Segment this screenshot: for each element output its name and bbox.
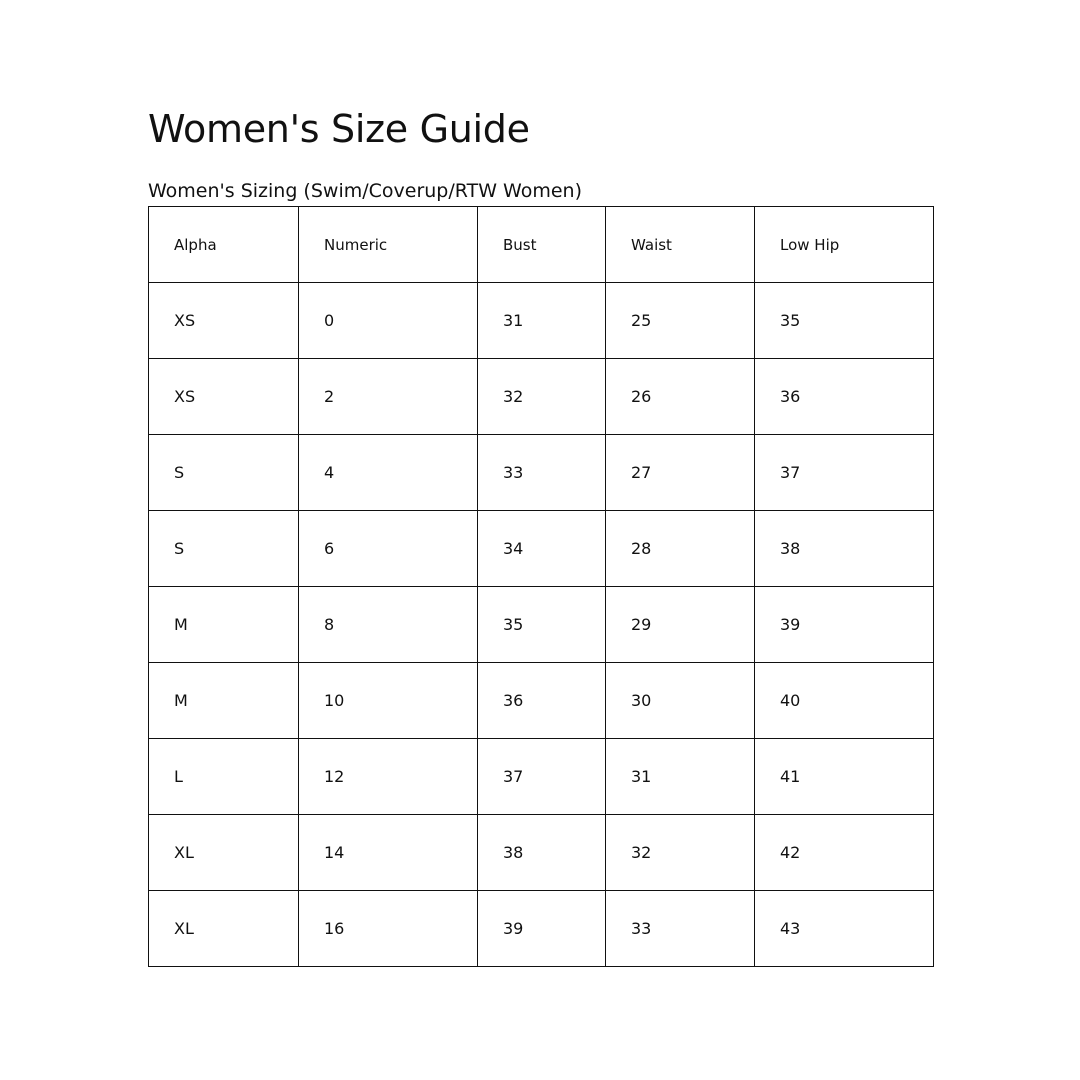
size-table [148,206,934,967]
cell-numeric: 8 [299,587,478,663]
table-row [149,739,934,815]
column-header-numeric: Numeric [299,207,478,283]
cell-low-hip: 37 [755,435,934,511]
cell-bust: 39 [478,891,606,967]
cell-alpha: XS [149,359,299,435]
cell-waist: 25 [606,283,755,359]
cell-numeric: 10 [299,663,478,739]
cell-waist: 28 [606,511,755,587]
table-header-row [149,207,934,283]
page-title: Women's Size Guide [148,107,530,151]
cell-bust: 36 [478,663,606,739]
cell-alpha: M [149,587,299,663]
cell-alpha: XL [149,815,299,891]
cell-bust: 33 [478,435,606,511]
cell-low-hip: 41 [755,739,934,815]
cell-alpha: XL [149,891,299,967]
cell-waist: 33 [606,891,755,967]
cell-waist: 31 [606,739,755,815]
column-header-waist: Waist [606,207,755,283]
table-row [149,511,934,587]
cell-low-hip: 40 [755,663,934,739]
cell-low-hip: 39 [755,587,934,663]
cell-low-hip: 36 [755,359,934,435]
cell-numeric: 2 [299,359,478,435]
cell-bust: 38 [478,815,606,891]
cell-alpha: S [149,511,299,587]
cell-bust: 37 [478,739,606,815]
cell-bust: 35 [478,587,606,663]
cell-numeric: 16 [299,891,478,967]
table-row [149,587,934,663]
column-header-low-hip: Low Hip [755,207,934,283]
cell-bust: 31 [478,283,606,359]
table-row [149,359,934,435]
cell-waist: 29 [606,587,755,663]
table-row [149,815,934,891]
cell-low-hip: 38 [755,511,934,587]
cell-numeric: 4 [299,435,478,511]
column-header-bust: Bust [478,207,606,283]
cell-numeric: 14 [299,815,478,891]
cell-alpha: S [149,435,299,511]
cell-waist: 26 [606,359,755,435]
table-caption: Women's Sizing (Swim/Coverup/RTW Women) [148,180,582,202]
table-row [149,663,934,739]
table-row [149,435,934,511]
cell-waist: 32 [606,815,755,891]
cell-low-hip: 35 [755,283,934,359]
cell-waist: 30 [606,663,755,739]
cell-bust: 32 [478,359,606,435]
cell-waist: 27 [606,435,755,511]
table-row [149,283,934,359]
cell-alpha: XS [149,283,299,359]
cell-numeric: 6 [299,511,478,587]
cell-numeric: 0 [299,283,478,359]
cell-low-hip: 42 [755,815,934,891]
cell-alpha: M [149,663,299,739]
table-row [149,891,934,967]
column-header-alpha: Alpha [149,207,299,283]
cell-alpha: L [149,739,299,815]
cell-bust: 34 [478,511,606,587]
cell-low-hip: 43 [755,891,934,967]
cell-numeric: 12 [299,739,478,815]
